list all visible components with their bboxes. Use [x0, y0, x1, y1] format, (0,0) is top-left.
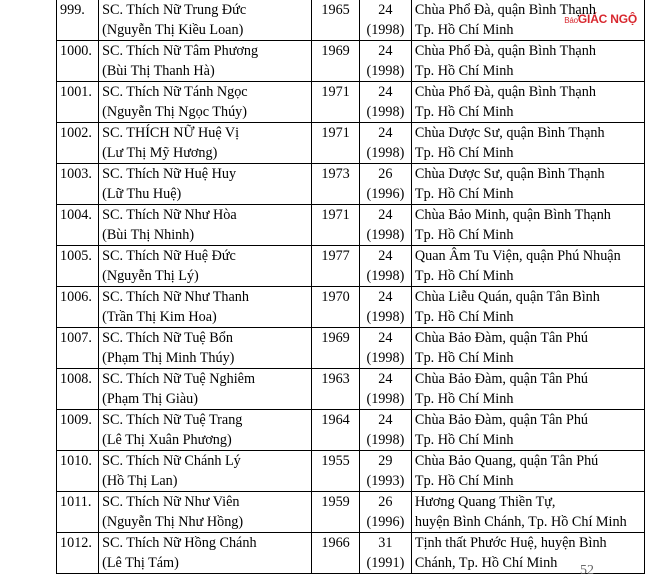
ordination-years: 24: [378, 371, 393, 387]
name-lay-name: (Nguyễn Thị Kiều Loan): [102, 22, 244, 38]
place-place: Quan Âm Tu Viện, quận Phú Nhuận: [414, 248, 621, 264]
ordination-since: (1998): [366, 350, 405, 366]
birth-year-cell: [312, 410, 360, 451]
table-row: [57, 0, 645, 41]
row-number: [57, 82, 99, 123]
ordination-years: 29: [378, 453, 393, 469]
birth-year-birth: 1965: [321, 2, 350, 18]
name-lay-name: (Lữ Thu Huệ): [102, 186, 182, 202]
row-number-no: 1011.: [60, 494, 92, 510]
name-name: SC. Thích Nữ Như Thanh: [102, 289, 249, 305]
row-number: [57, 410, 99, 451]
row-number: [57, 369, 99, 410]
name-cell: [99, 205, 312, 246]
name-lay-name: (Bùi Thị Nhinh): [102, 227, 195, 243]
birth-year-birth: 1963: [321, 371, 350, 387]
row-number-no: 1005.: [60, 248, 92, 264]
logo-name: GIÁC NGỘ: [577, 12, 637, 26]
place-city: Tp. Hồ Chí Minh: [414, 63, 514, 79]
place-place: Chùa Dược Sư, quận Bình Thạnh: [414, 125, 605, 141]
ordination-years: 24: [378, 207, 393, 223]
birth-year-cell: [312, 205, 360, 246]
birth-year-cell: [312, 0, 360, 41]
ordination-cell: [359, 328, 411, 369]
birth-year-birth: 1970: [321, 289, 350, 305]
birth-year-cell: [312, 369, 360, 410]
place-city: Tp. Hồ Chí Minh: [414, 473, 514, 489]
row-number-no: 1008.: [60, 371, 92, 387]
row-number: [57, 205, 99, 246]
ordination-since: (1998): [366, 145, 405, 161]
ordination-since: (1998): [366, 63, 405, 79]
name-cell: [99, 287, 312, 328]
ordination-cell: [359, 41, 411, 82]
place-place: Chùa Bảo Quang, quận Tân Phú: [414, 453, 599, 469]
ordination-since: (1998): [366, 22, 405, 38]
place-cell: [411, 287, 644, 328]
ordination-years: 24: [378, 125, 393, 141]
place-cell: [411, 0, 644, 41]
name-cell: [99, 451, 312, 492]
birth-year-birth: 1969: [321, 43, 350, 59]
place-cell: [411, 164, 644, 205]
ordination-since: (1993): [366, 473, 405, 489]
name-cell: [99, 82, 312, 123]
place-cell: [411, 533, 644, 574]
ordination-since: (1998): [366, 104, 405, 120]
name-name: SC. Thích Nữ Tâm Phương: [102, 43, 259, 59]
ordination-since: (1998): [366, 432, 405, 448]
row-number: [57, 533, 99, 574]
name-name: SC. Thích Nữ Tuệ Nghiêm: [102, 371, 255, 387]
name-name: SC. Thích Nữ Như Hòa: [102, 207, 237, 223]
place-place: Chùa Bảo Minh, quận Bình Thạnh: [414, 207, 611, 223]
place-city: Tp. Hồ Chí Minh: [414, 350, 514, 366]
place-place: Chùa Bảo Đàm, quận Tân Phú: [414, 412, 589, 428]
place-city: Tp. Hồ Chí Minh: [414, 186, 514, 202]
ordination-cell: [359, 287, 411, 328]
row-number: [57, 41, 99, 82]
birth-year-cell: [312, 328, 360, 369]
name-cell: [99, 410, 312, 451]
name-lay-name: (Phạm Thị Minh Thúy): [102, 350, 235, 366]
name-lay-name: (Bùi Thị Thanh Hà): [102, 63, 215, 79]
table-row: [57, 164, 645, 205]
ordination-cell: [359, 492, 411, 533]
row-number-no: 1002.: [60, 125, 92, 141]
ordination-since: (1998): [366, 309, 405, 325]
name-lay-name: (Trần Thị Kim Hoa): [102, 309, 217, 325]
name-cell: [99, 328, 312, 369]
name-lay-name: (Nguyễn Thị Lý): [102, 268, 199, 284]
place-city: Tp. Hồ Chí Minh: [414, 309, 514, 325]
ordination-years: 24: [378, 412, 393, 428]
row-number: [57, 287, 99, 328]
name-name: SC. Thích Nữ Hồng Chánh: [102, 535, 257, 551]
place-place: Tịnh thất Phước Huệ, huyện Bình: [414, 535, 607, 551]
ordination-since: (1991): [366, 555, 405, 571]
place-city: huyện Bình Chánh, Tp. Hồ Chí Minh: [414, 514, 627, 530]
name-name: SC. Thích Nữ Tuệ Trang: [102, 412, 243, 428]
birth-year-birth: 1977: [321, 248, 350, 264]
place-cell: [411, 205, 644, 246]
row-number-no: 1010.: [60, 453, 92, 469]
birth-year-cell: [312, 533, 360, 574]
ordination-years: 24: [378, 289, 393, 305]
birth-year-birth: 1959: [321, 494, 350, 510]
birth-year-cell: [312, 123, 360, 164]
table-row: [57, 123, 645, 164]
table-row: [57, 328, 645, 369]
row-number: [57, 0, 99, 41]
name-cell: [99, 123, 312, 164]
name-cell: [99, 533, 312, 574]
ordination-cell: [359, 246, 411, 287]
birth-year-birth: 1973: [321, 166, 350, 182]
row-number: [57, 246, 99, 287]
ordination-years: 26: [378, 166, 393, 182]
ordination-cell: [359, 164, 411, 205]
name-name: SC. Thích Nữ Huệ Huy: [102, 166, 237, 182]
name-lay-name: (Lê Thị Tám): [102, 555, 179, 571]
ordination-cell: [359, 451, 411, 492]
name-name: SC. Thích Nữ Trung Đức: [102, 2, 247, 18]
ordination-since: (1996): [366, 514, 405, 530]
place-place: Chùa Bảo Đàm, quận Tân Phú: [414, 371, 589, 387]
row-number-no: 999.: [60, 2, 85, 18]
place-city: Tp. Hồ Chí Minh: [414, 227, 514, 243]
place-cell: [411, 328, 644, 369]
name-cell: [99, 0, 312, 41]
row-number-no: 1009.: [60, 412, 92, 428]
place-cell: [411, 123, 644, 164]
name-lay-name: (Hồ Thị Lan): [102, 473, 178, 489]
name-lay-name: (Nguyễn Thị Ngọc Thúy): [102, 104, 247, 120]
logo-prefix: Báo: [564, 16, 578, 25]
name-cell: [99, 164, 312, 205]
roster-body: [57, 0, 645, 574]
ordination-cell: [359, 123, 411, 164]
nun-roster-table: [56, 0, 645, 574]
birth-year-birth: 1966: [321, 535, 350, 551]
place-cell: [411, 82, 644, 123]
ordination-cell: [359, 533, 411, 574]
place-city: Tp. Hồ Chí Minh: [414, 104, 514, 120]
place-city: Chánh, Tp. Hồ Chí Minh: [414, 555, 558, 571]
table-row: [57, 410, 645, 451]
ordination-years: 24: [378, 84, 393, 100]
ordination-cell: [359, 205, 411, 246]
ordination-years: 26: [378, 494, 393, 510]
row-number-no: 1001.: [60, 84, 92, 100]
place-place: Chùa Phổ Đà, quận Bình Thạnh: [414, 84, 596, 100]
row-number: [57, 492, 99, 533]
table-row: [57, 287, 645, 328]
name-name: SC. THÍCH NỮ Huệ Vị: [102, 125, 240, 141]
place-city: Tp. Hồ Chí Minh: [414, 22, 514, 38]
place-place: Chùa Phổ Đà, quận Bình Thạnh: [414, 2, 596, 18]
birth-year-cell: [312, 41, 360, 82]
place-city: Tp. Hồ Chí Minh: [414, 145, 514, 161]
name-cell: [99, 492, 312, 533]
place-place: Chùa Bảo Đàm, quận Tân Phú: [414, 330, 589, 346]
place-cell: [411, 492, 644, 533]
place-cell: [411, 410, 644, 451]
table-row: [57, 533, 645, 574]
birth-year-birth: 1971: [321, 125, 350, 141]
ordination-since: (1998): [366, 268, 405, 284]
name-cell: [99, 246, 312, 287]
row-number: [57, 451, 99, 492]
name-lay-name: (Nguyễn Thị Như Hồng): [102, 514, 244, 530]
ordination-cell: [359, 0, 411, 41]
row-number-no: 1000.: [60, 43, 92, 59]
ordination-years: 24: [378, 330, 393, 346]
row-number-no: 1012.: [60, 535, 92, 551]
place-cell: [411, 41, 644, 82]
birth-year-birth: 1969: [321, 330, 350, 346]
name-cell: [99, 41, 312, 82]
place-city: Tp. Hồ Chí Minh: [414, 432, 514, 448]
place-place: Chùa Phổ Đà, quận Bình Thạnh: [414, 43, 596, 59]
name-name: SC. Thích Nữ Tánh Ngọc: [102, 84, 248, 100]
table-row: [57, 492, 645, 533]
name-name: SC. Thích Nữ Chánh Lý: [102, 453, 241, 469]
ordination-since: (1998): [366, 391, 405, 407]
table-row: [57, 246, 645, 287]
birth-year-birth: 1955: [321, 453, 350, 469]
ordination-years: 24: [378, 248, 393, 264]
birth-year-cell: [312, 82, 360, 123]
ordination-since: (1996): [366, 186, 405, 202]
name-name: SC. Thích Nữ Huệ Đức: [102, 248, 236, 264]
birth-year-cell: [312, 246, 360, 287]
birth-year-birth: 1964: [321, 412, 350, 428]
table-row: [57, 82, 645, 123]
name-name: SC. Thích Nữ Tuệ Bổn: [102, 330, 233, 346]
birth-year-cell: [312, 492, 360, 533]
birth-year-birth: 1971: [321, 84, 350, 100]
row-number-no: 1006.: [60, 289, 92, 305]
table-row: [57, 41, 645, 82]
table-row: [57, 369, 645, 410]
birth-year-cell: [312, 287, 360, 328]
ordination-cell: [359, 369, 411, 410]
ordination-cell: [359, 82, 411, 123]
name-lay-name: (Lư Thị Mỹ Hương): [102, 145, 218, 161]
place-cell: [411, 246, 644, 287]
name-lay-name: (Phạm Thị Giàu): [102, 391, 198, 407]
table-row: [57, 205, 645, 246]
name-name: SC. Thích Nữ Như Viên: [102, 494, 240, 510]
row-number-no: 1007.: [60, 330, 92, 346]
ordination-cell: [359, 410, 411, 451]
name-lay-name: (Lê Thị Xuân Phương): [102, 432, 232, 448]
ordination-since: (1998): [366, 227, 405, 243]
name-cell: [99, 369, 312, 410]
row-number: [57, 328, 99, 369]
place-place: Chùa Dược Sư, quận Bình Thạnh: [414, 166, 605, 182]
place-cell: [411, 451, 644, 492]
ordination-years: 24: [378, 43, 393, 59]
table-row: [57, 451, 645, 492]
row-number-no: 1004.: [60, 207, 92, 223]
place-cell: [411, 369, 644, 410]
ordination-years: 24: [378, 2, 393, 18]
birth-year-birth: 1971: [321, 207, 350, 223]
birth-year-cell: [312, 164, 360, 205]
row-number: [57, 123, 99, 164]
place-city: Tp. Hồ Chí Minh: [414, 391, 514, 407]
page-number: 52: [580, 563, 594, 578]
row-number: [57, 164, 99, 205]
place-city: Tp. Hồ Chí Minh: [414, 268, 514, 284]
row-number-no: 1003.: [60, 166, 92, 182]
birth-year-cell: [312, 451, 360, 492]
place-place: Chùa Liễu Quán, quận Tân Bình: [414, 289, 600, 305]
ordination-years: 31: [378, 535, 393, 551]
place-place: Hương Quang Thiền Tự,: [414, 494, 556, 510]
